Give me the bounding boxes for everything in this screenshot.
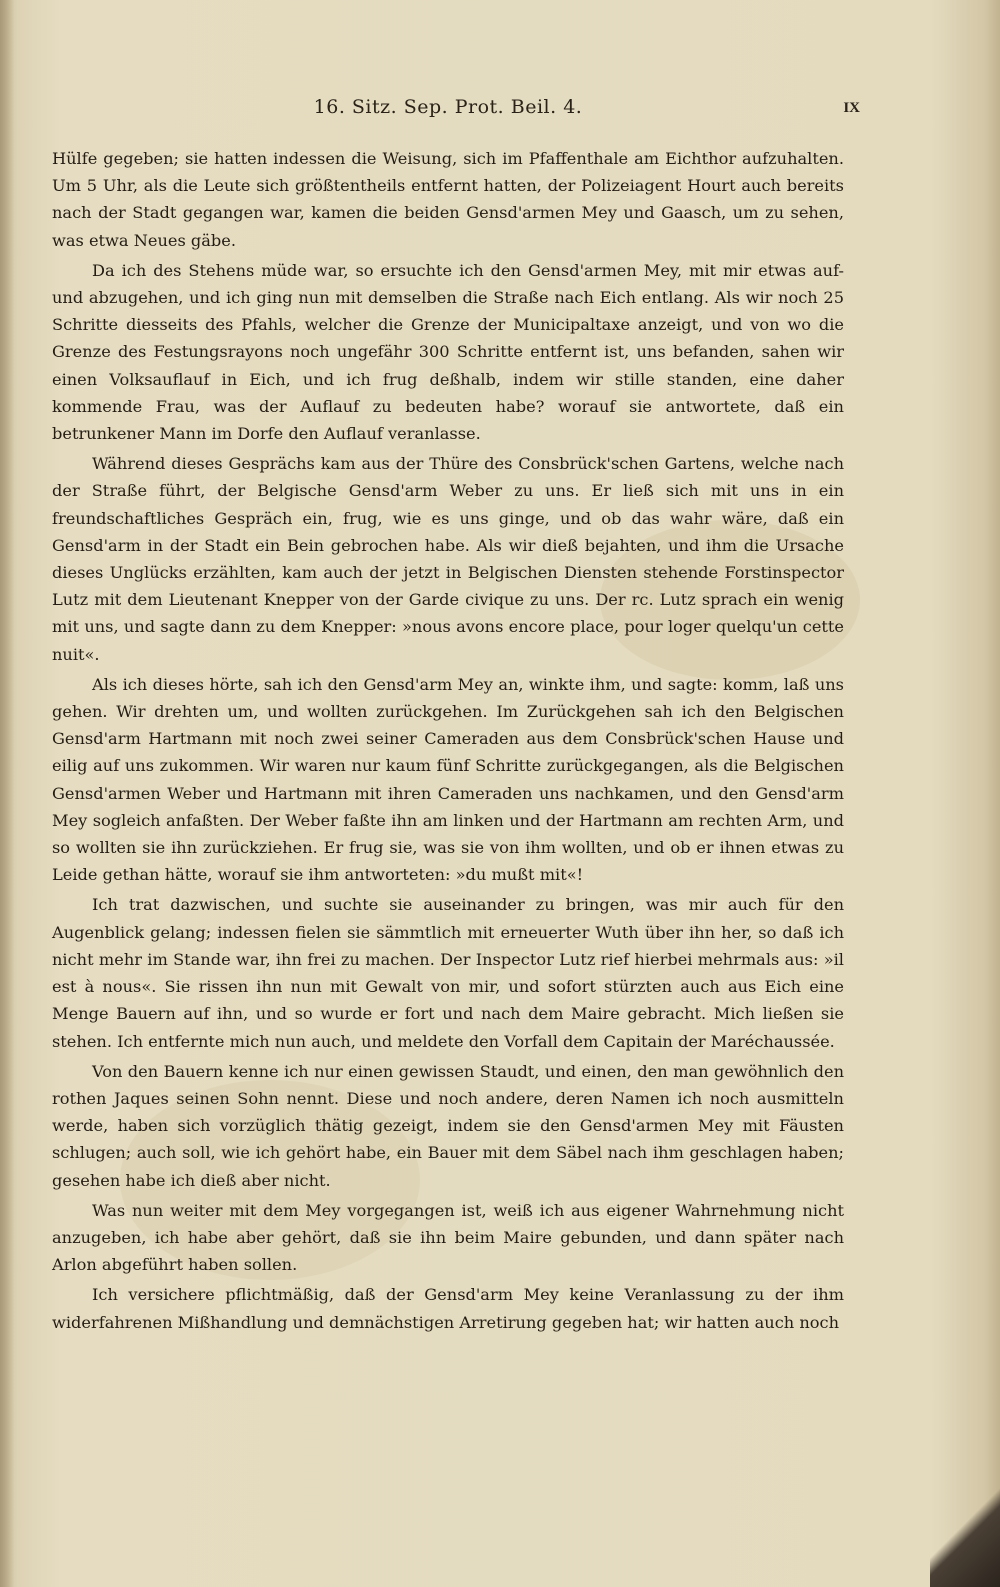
page-gutter-shadow <box>0 0 14 1587</box>
paragraph: Hülfe gegeben; sie hatten indessen die Weisung, sich im Pfaffenthale am Eichthor aufzuhalten. Um 5 Uhr, als die Leute sich größtentheils entfernt hatten, der Polizeiagent Hourt auch bereits nach der Stadt gegangen war, kamen die beiden Gensd'armen Mey und Gaasch, um zu sehen, was etwa Neues gäbe. <box>52 149 844 250</box>
paragraph: Da ich des Stehens müde war, so ersuchte ich den Gensd'armen Mey, mit mir etwas auf- und abzugehen, und ich ging nun mit demselben die Straße nach Eich entlang. Als wir noch 25 Schritte diesseits des Pfahls, welcher die Grenze der Municipaltaxe anzeigt, und von wo die Grenze des Festungsrayons noch ungefähr 300 Schritte entfernt ist, uns befanden, sahen wir einen Volksauflauf in Eich, und ich frug deßhalb, indem wir stille standen, eine daher kommende Frau, was der Auflauf zu bedeuten habe? worauf sie antwortete, daß ein betrunkener Mann im Dorfe den Auflauf veranlasse. <box>52 260 844 444</box>
paragraph: Ich trat dazwischen, und suchte sie auseinander zu bringen, was mir auch für den Augenblick gelang; indessen fielen sie sämmtlich mit erneuerter Wuth über ihn her, so daß ich nicht mehr im Stande war, ihn frei zu machen. Der Inspector Lutz rief hierbei mehrmals aus: »il est à nous«. Sie rissen ihn nun mit Gewalt von mir, und sofort stürzten auch aus Eich eine Menge Bauern auf ihn, und so wurde er fort und nach dem Maire gebracht. Mich ließen sie stehen. Ich entfernte mich nun auch, und meldete den Vorfall dem Capitain der Maréchaussée. <box>52 895 844 1051</box>
page-number: IX <box>843 100 860 116</box>
paragraph: Als ich dieses hörte, sah ich den Gensd'arm Mey an, winkte ihm, und sagte: komm, laß uns gehen. Wir drehten um, und wollten zurückgehen. Im Zurückgehen sah ich den Belgischen Gensd'arm Hartmann mit noch zwei seiner Cameraden aus dem Consbrück'schen Hause und eilig auf uns zukommen. Wir waren nur kaum fünf Schritte zurückgegangen, als die Belgischen Gensd'armen Weber und Hartmann mit ihren Cameraden uns nachkamen, und den Gensd'arm Mey sogleich anfaßten. Der Weber faßte ihn am linken und der Hartmann am rechten Arm, und so wollten sie ihn zurückziehen. Er frug sie, was sie von ihm wollten, und ob er ihnen etwas zu Leide gethan hätte, worauf sie ihm antworteten: »du mußt mit«! <box>52 674 844 885</box>
paragraph: Ich versichere pflichtmäßig, daß der Gensd'arm Mey keine Veranlassung zu der ihm widerfahrenen Mißhandlung und demnächstigen Arretirung gegeben hat; wir hatten auch noch <box>52 1285 844 1332</box>
body-text <box>52 145 844 1339</box>
paragraph: Von den Bauern kenne ich nur einen gewissen Staudt, und einen, den man gewöhnlich den rothen Jaques seinen Sohn nennt. Diese und noch andere, deren Namen ich noch ausmitteln werde, haben sich vorzüglich thätig gezeigt, indem sie den Gensd'armen Mey mit Fäusten schlugen; auch soll, wie ich gehört habe, ein Bauer mit dem Säbel nach ihm geschlagen haben; gesehen habe ich dieß aber nicht. <box>52 1061 844 1190</box>
running-head: 16. Sitz. Sep. Prot. Beil. 4. <box>313 96 583 118</box>
page-header <box>52 96 860 126</box>
paragraph: Was nun weiter mit dem Mey vorgegangen ist, weiß ich aus eigener Wahrnehmung nicht anzugeben, ich habe aber gehört, daß sie ihn beim Maire gebunden, und dann später nach Arlon abgeführt haben sollen. <box>52 1200 844 1275</box>
page-corner-shadow <box>930 1477 1000 1587</box>
paragraph: Während dieses Gesprächs kam aus der Thüre des Consbrück'schen Gartens, welche nach der Straße führt, der Belgische Gensd'arm Weber zu uns. Er ließ sich mit uns in ein freundschaftliches Gespräch ein, frug, wie es uns ginge, und ob das wahr wäre, daß ein Gensd'arm in der Stadt ein Bein gebrochen habe. Als wir dieß bejahten, und ihm die Ursache dieses Unglücks erzählten, kam auch der jetzt in Belgischen Diensten stehende Forstinspector Lutz mit dem Lieutenant Knepper von der Garde civique zu uns. Der rc. Lutz sprach ein wenig mit uns, und sagte dann zu dem Knepper: »nous avons encore place, pour loger quelqu'un cette nuit«. <box>52 454 844 664</box>
